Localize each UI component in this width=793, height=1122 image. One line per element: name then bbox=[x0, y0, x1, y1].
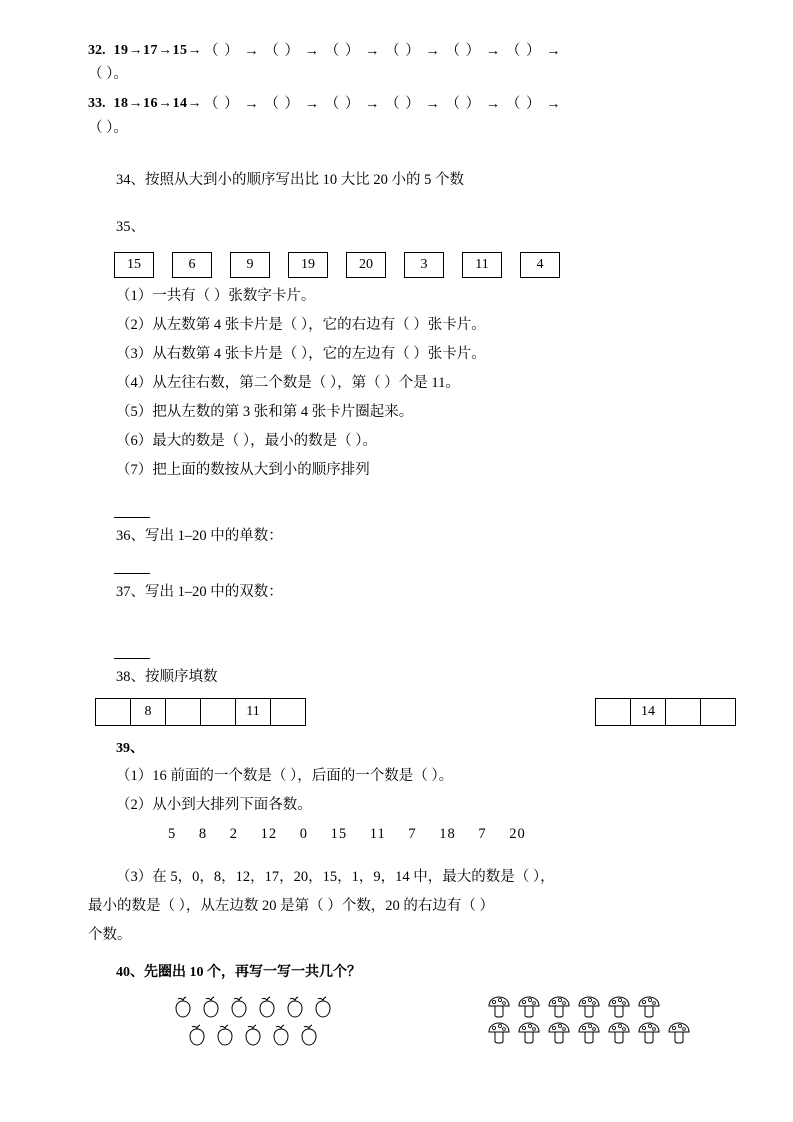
apple-icon bbox=[282, 995, 308, 1021]
number-card: 4 bbox=[520, 252, 560, 278]
apple-icon bbox=[170, 995, 196, 1021]
apple-icon bbox=[240, 1023, 266, 1049]
apple-icon bbox=[296, 1023, 322, 1049]
question-33-continuation: （ ）。 bbox=[88, 119, 128, 136]
mushroom-icon bbox=[606, 995, 632, 1019]
question-32-sequence: 19→17→15→ bbox=[113, 43, 202, 58]
answer-rule-36 bbox=[114, 505, 150, 518]
apple-row bbox=[170, 995, 336, 1021]
mushroom-icon bbox=[516, 995, 542, 1019]
number-card: 6 bbox=[172, 252, 212, 278]
question-39-label: 39、 bbox=[116, 740, 144, 756]
question-33-blanks: （ ） → （ ） → （ ） → （ ） → （ ） → （ ） → bbox=[204, 96, 562, 113]
mushroom-group bbox=[486, 995, 692, 1051]
mushroom-icon bbox=[546, 995, 572, 1019]
grid-cell bbox=[700, 698, 736, 726]
number-card: 20 bbox=[346, 252, 386, 278]
question-35-label: 35、 bbox=[116, 219, 145, 236]
question-40: 40、先圈出 10 个，再写一写一共几个？ bbox=[116, 965, 361, 981]
apple-icon bbox=[184, 1023, 210, 1049]
question-39-item-3-line1: （3）在 5，0，8，12，17，20，15，1，9，14 中，最大的数是（ ）， bbox=[116, 869, 555, 886]
question-35-item: （4）从左往右数，第二个数是（ ），第（ ）个是 11。 bbox=[116, 375, 460, 392]
answer-rule-38 bbox=[114, 646, 150, 659]
number-grid-right bbox=[596, 698, 736, 726]
apple-icon bbox=[310, 995, 336, 1021]
question-39-item-3-line3: 个数。 bbox=[88, 927, 132, 944]
mushroom-icon bbox=[636, 1021, 662, 1045]
question-35-item: （7）把上面的数按从大到小的顺序排列 bbox=[116, 462, 370, 479]
mushroom-icon bbox=[576, 1021, 602, 1045]
mushroom-row bbox=[486, 1021, 692, 1045]
grid-cell bbox=[270, 698, 306, 726]
grid-cell: 11 bbox=[235, 698, 271, 726]
question-33-number: 33. bbox=[88, 96, 106, 112]
apple-icon bbox=[254, 995, 280, 1021]
number-cards bbox=[114, 252, 731, 278]
question-39-numbers: 5 8 2 12 0 15 11 7 18 7 20 bbox=[168, 826, 526, 843]
mushroom-icon bbox=[636, 995, 662, 1019]
question-36: 36、写出 1–20 中的单数： bbox=[116, 528, 283, 545]
question-38-grids bbox=[88, 698, 731, 726]
question-32-blanks: （ ） → （ ） → （ ） → （ ） → （ ） → （ ） → bbox=[204, 43, 562, 59]
question-33 bbox=[88, 93, 731, 115]
grid-cell bbox=[95, 698, 131, 726]
question-39-item-1: （1）16 前面的一个数是（ ），后面的一个数是（ ）。 bbox=[116, 768, 454, 785]
apple-icon bbox=[198, 995, 224, 1021]
apple-icon bbox=[226, 995, 252, 1021]
apple-row bbox=[184, 1023, 336, 1049]
number-grid-left bbox=[96, 698, 306, 726]
question-35-item: （5）把从左数的第 3 张和第 4 张卡片圈起来。 bbox=[116, 404, 414, 421]
question-35-item: （2）从左数第 4 张卡片是（ ），它的右边有（ ）张卡片。 bbox=[116, 317, 486, 334]
mushroom-icon bbox=[516, 1021, 542, 1045]
apple-group bbox=[170, 995, 336, 1051]
mushroom-icon bbox=[486, 1021, 512, 1045]
number-card: 9 bbox=[230, 252, 270, 278]
grid-cell bbox=[200, 698, 236, 726]
question-34: 34、按照从大到小的顺序写出比 10 大比 20 小的 5 个数 bbox=[116, 171, 464, 188]
question-33-sequence: 18→16→14→ bbox=[113, 96, 202, 112]
number-card: 15 bbox=[114, 252, 154, 278]
mushroom-icon bbox=[606, 1021, 632, 1045]
number-card: 19 bbox=[288, 252, 328, 278]
mushroom-icon bbox=[486, 995, 512, 1019]
question-35-item: （1）一共有（ ）张数字卡片。 bbox=[116, 288, 316, 305]
grid-cell: 8 bbox=[130, 698, 166, 726]
question-39-item-2: （2）从小到大排列下面各数。 bbox=[116, 797, 312, 814]
answer-rule-37 bbox=[114, 561, 150, 574]
mushroom-icon bbox=[546, 1021, 572, 1045]
question-37: 37、写出 1–20 中的双数： bbox=[116, 583, 283, 600]
grid-cell bbox=[165, 698, 201, 726]
apple-icon bbox=[268, 1023, 294, 1049]
question-32-number: 32. bbox=[88, 43, 106, 58]
question-32-continuation: （ ）。 bbox=[88, 66, 128, 83]
question-35-item: （6）最大的数是（ ），最小的数是（ ）。 bbox=[116, 433, 377, 450]
number-card: 11 bbox=[462, 252, 502, 278]
grid-cell bbox=[665, 698, 701, 726]
question-40-illustrations bbox=[88, 995, 731, 1051]
grid-cell bbox=[595, 698, 631, 726]
number-card: 3 bbox=[404, 252, 444, 278]
mushroom-icon bbox=[666, 1021, 692, 1045]
question-32 bbox=[88, 40, 731, 62]
question-38: 38、按顺序填数 bbox=[116, 669, 218, 686]
mushroom-icon bbox=[576, 995, 602, 1019]
grid-cell: 14 bbox=[630, 698, 666, 726]
mushroom-row bbox=[486, 995, 692, 1019]
apple-icon bbox=[212, 1023, 238, 1049]
question-35-item: （3）从右数第 4 张卡片是（ ），它的左边有（ ）张卡片。 bbox=[116, 346, 486, 363]
question-39-item-3-line2: 最小的数是（ ），从左边数 20 是第（ ）个数，20 的右边有（ ） bbox=[88, 898, 494, 915]
